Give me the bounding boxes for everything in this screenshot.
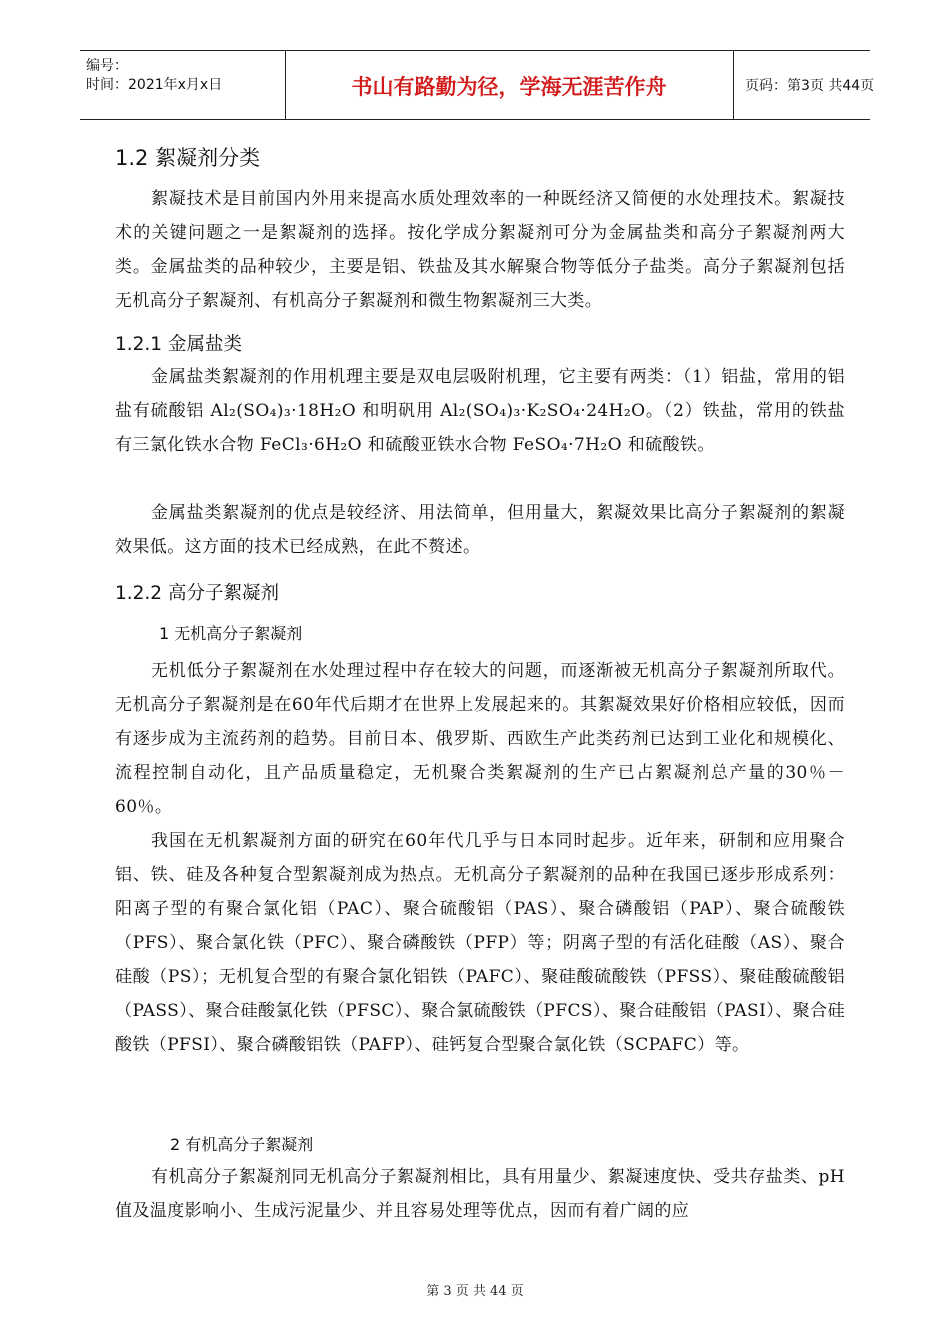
subsection-polymer-heading: 1.2.2 高分子絮凝剂	[115, 583, 279, 604]
header-page-number: 页码：第3页 共44页	[745, 78, 875, 94]
metal-salts-paragraph-1: 金属盐类絮凝剂的作用机理主要是双电层吸附机理，它主要有两类：（1）铝盐，常用的铝盐有硫酸铝 Al₂(SO₄)₃·18H₂O 和明矾用 Al₂(SO₄)₃·K₂SO₄·24H₂O。（2）铁盐，常用的铁盐有三氯化铁水合物 FeCl₃·6H₂O 和硫酸亚铁水合物 FeSO₄·7H₂O 和硫酸铁。	[115, 367, 845, 455]
inorganic-polymer-paragraph-2: 我国在无机絮凝剂方面的研究在60年代几乎与日本同时起步。近年来，研制和应用聚合铝、铁、硅及各种复合型絮凝剂成为热点。无机高分子絮凝剂的品种在我国已逐步形成系列：阳离子型的有聚合氯化铝（PAC）、聚合硫酸铝（PAS）、聚合磷酸铝（PAP）、聚合硫酸铁（PFS）、聚合氯化铁（PFC）、聚合磷酸铁（PFP）等；阴离子型的有活化硅酸（AS）、聚合硅酸（PS）；无机复合型的有聚合氯化铝铁（PAFC）、聚硅酸硫酸铁（PFSS）、聚硅酸硫酸铝（PASS）、聚合硅酸氯化铁（PFSC）、聚合氯硫酸铁（PFCS）、聚合硅酸铝（PASI）、聚合硅酸铁（PFSI）、聚合磷酸铝铁（PAFP）、硅钙复合型聚合氯化铁（SCPAFC）等。	[115, 831, 845, 1055]
page-header	[80, 50, 875, 120]
section-heading: 1.2 絮凝剂分类	[115, 146, 261, 170]
header-info-cell	[80, 51, 286, 119]
document-code-label: 编号：	[86, 58, 128, 74]
organic-polymer-heading: 2 有机高分子絮凝剂	[170, 1135, 314, 1154]
metal-salts-paragraph-2: 金属盐类絮凝剂的优点是较经济、用法简单，但用量大，絮凝效果比高分子絮凝剂的絮凝效果低。这方面的技术已经成熟，在此不赘述。	[115, 503, 845, 557]
inorganic-polymer-paragraph-1: 无机低分子絮凝剂在水处理过程中存在较大的问题，而逐渐被无机高分子絮凝剂所取代。无机高分子絮凝剂是在60年代后期才在世界上发展起来的。其絮凝效果好价格相应较低，因而有逐步成为主流药剂的趋势。目前日本、俄罗斯、西欧生产此类药剂已达到工业化和规模化、流程控制自动化，且产品质量稳定，无机聚合类絮凝剂的生产已占絮凝剂总产量的30％－60％。	[115, 661, 845, 817]
page-footer: 第 3 页 共 44 页	[426, 1284, 524, 1299]
subsection-metal-salts-heading: 1.2.1 金属盐类	[115, 334, 242, 355]
section-intro-paragraph: 絮凝技术是目前国内外用来提高水质处理效率的一种既经济又简便的水处理技术。絮凝技术的关键问题之一是絮凝剂的选择。按化学成分絮凝剂可分为金属盐类和高分子絮凝剂两大类。金属盐类的品种较少，主要是铝、铁盐及其水解聚合物等低分子盐类。高分子絮凝剂包括无机高分子絮凝剂、有机高分子絮凝剂和微生物絮凝剂三大类。	[115, 189, 845, 311]
document-time-label: 时间：2021年x月x日	[86, 77, 223, 93]
header-motto-cell	[285, 51, 734, 119]
organic-polymer-paragraph-1: 有机高分子絮凝剂同无机高分子絮凝剂相比，具有用量少、絮凝速度快、受共存盐类、pH值及温度影响小、生成污泥量少、并且容易处理等优点，因而有着广阔的应	[115, 1167, 845, 1221]
inorganic-polymer-heading: 1 无机高分子絮凝剂	[159, 624, 303, 643]
header-page-cell	[733, 51, 875, 119]
header-motto: 书山有路勤为径，学海无涯苦作舟	[351, 75, 667, 99]
